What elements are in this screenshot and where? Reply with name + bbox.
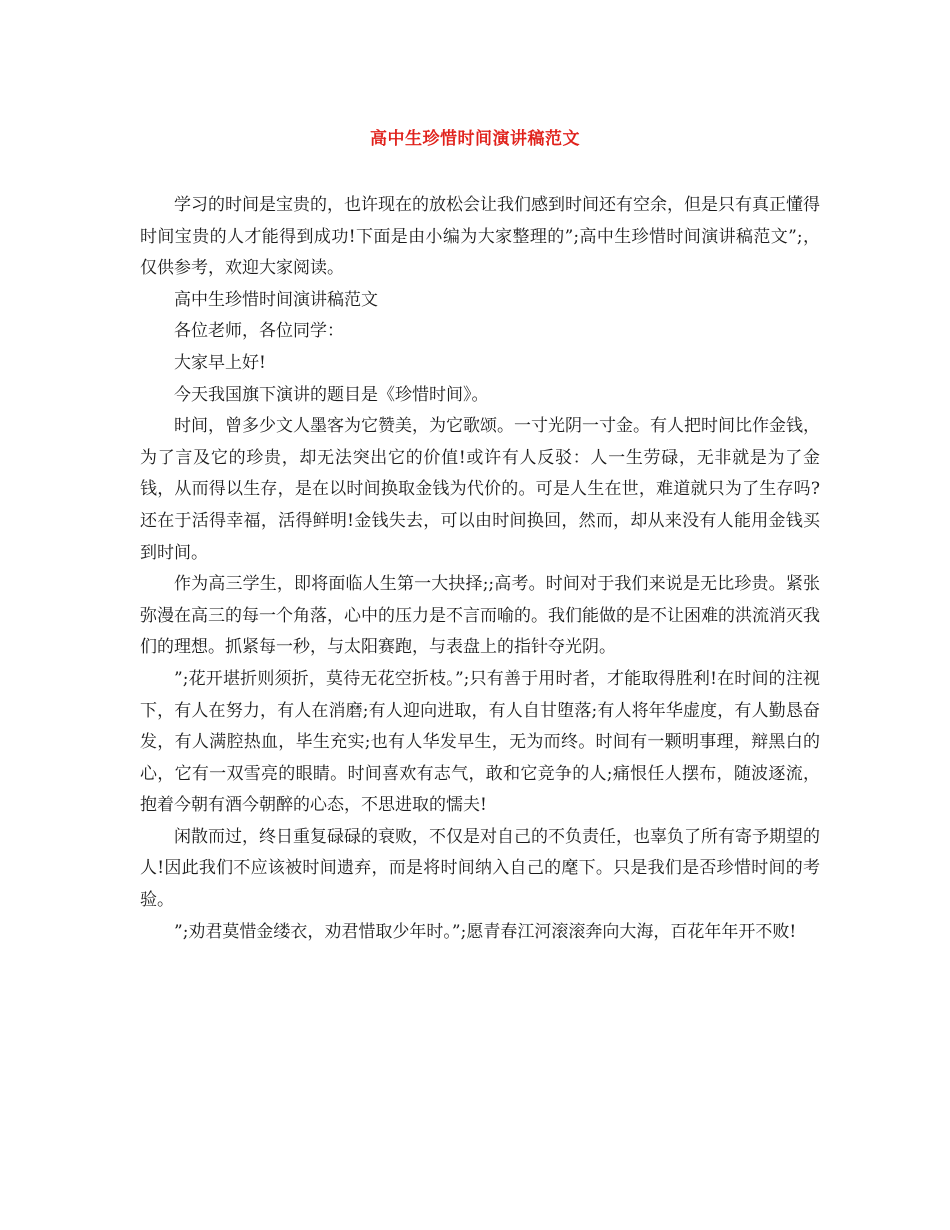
paragraph-subtitle: 高中生珍惜时间演讲稿范文 [174, 289, 378, 310]
paragraph-body-3: ”;花开堪折则须折，莫待无花空折枝。”;只有善于用时者，才能取得胜利!在时间的注视下，有人在努力，有人在消磨;有人迎向进取，有人自甘堕落;有人将年华虚度，有人勤恳奋发，有人满腔热血，毕生充实;也有人华发早生，无为而终。时间有一颗明事理，辩黑白的心，它有一双雪亮的眼睛。时间喜欢有志气，敢和它竞争的人;痛恨任人摆布，随波逐流，抱着今朝有酒今朝醉的心态，不思进取的懦夫! [140, 668, 820, 816]
document-body [140, 190, 820, 948]
paragraph-body-1: 时间，曾多少文人墨客为它赞美，为它歌颂。一寸光阴一寸金。有人把时间比作金钱，为了言及它的珍贵，却无法突出它的价值!或许有人反驳：人一生劳碌，无非就是为了金钱，从而得以生存，是在以时间换取金钱为代价的。可是人生在世，难道就只为了生存吗?还在于活得幸福，活得鲜明!金钱失去，可以由时间换回，然而，却从来没有人能用金钱买到时间。 [140, 416, 820, 563]
paragraph-salutation: 各位老师，各位同学： [174, 321, 344, 342]
document-title: 高中生珍惜时间演讲稿范文 [370, 129, 580, 149]
paragraph-body-4: 闲散而过，终日重复碌碌的衰败，不仅是对自己的不负责任，也辜负了所有寄予期望的人!因此我们不应该被时间遗弃，而是将时间纳入自己的麾下。只是我们是否珍惜时间的考验。 [140, 826, 820, 911]
paragraph-topic: 今天我国旗下演讲的题目是《珍惜时间》。 [174, 384, 489, 405]
paragraph-closing: ”;劝君莫惜金缕衣，劝君惜取少年时。”;愿青春江河滚滚奔向大海，百花年年开不败! [174, 921, 797, 942]
paragraph-body-2: 作为高三学生，即将面临人生第一大抉择;;高考。时间对于我们来说是无比珍贵。紧张弥漫在高三的每一个角落，心中的压力是不言而喻的。我们能做的是不让困难的洪流消灭我们的理想。抓紧每一秒，与太阳赛跑，与表盘上的指针夺光阴。 [140, 574, 820, 658]
paragraph-intro: 学习的时间是宝贵的，也许现在的放松会让我们感到时间还有空余，但是只有真正懂得时间宝贵的人才能得到成功!下面是由小编为大家整理的”;高中生珍惜时间演讲稿范文”;，仅供参考，欢迎大家阅读。 [140, 195, 820, 279]
paragraph-greeting: 大家早上好! [174, 352, 266, 373]
